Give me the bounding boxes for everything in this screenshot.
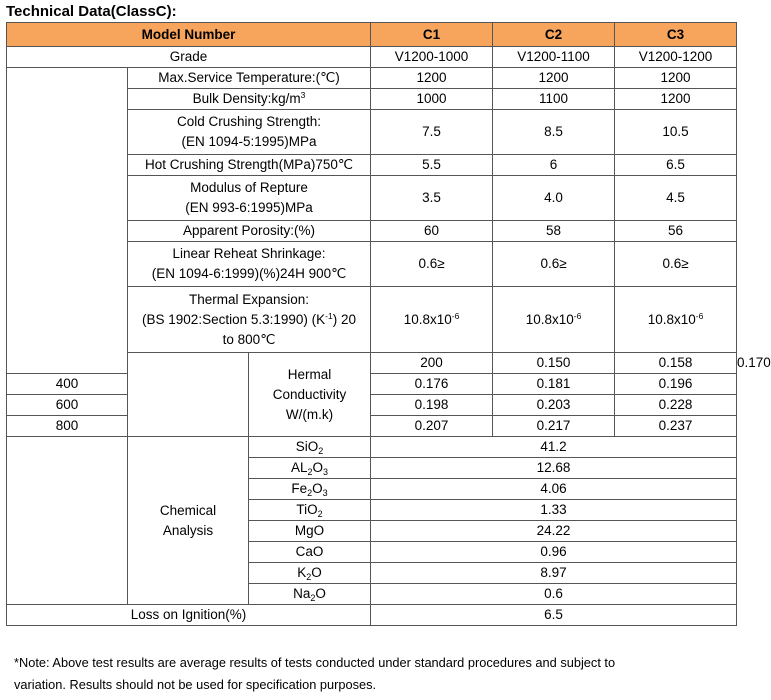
bulk-density-c2: 1100 bbox=[493, 89, 615, 110]
cold-crushing-c2: 8.5 bbox=[493, 110, 615, 155]
chemical-formula: $K_2O$ bbox=[249, 563, 371, 584]
conductivity-c3: 0.228 bbox=[615, 395, 737, 416]
footnote-line: *Note: Above test results are average results of tests conducted under standard procedures and subject to bbox=[14, 655, 616, 670]
hot-crushing-c2: 6 bbox=[493, 155, 615, 176]
header-c2: C2 bbox=[493, 23, 615, 47]
chemical-formula: $AL_2O_3$ bbox=[249, 458, 371, 479]
shrinkage-c1: 0.6≥ bbox=[371, 242, 493, 287]
technical-data-table bbox=[6, 22, 771, 626]
conductivity-temp: 800 bbox=[7, 416, 128, 437]
porosity-c3: 56 bbox=[615, 221, 737, 242]
conductivity-c1: 0.176 bbox=[371, 374, 493, 395]
conductivity-c2: 0.203 bbox=[493, 395, 615, 416]
grade-c3: V1200-1200 bbox=[615, 47, 737, 68]
chemical-formula: $Na_2O$ bbox=[249, 584, 371, 605]
hot-crushing-c3: 6.5 bbox=[615, 155, 737, 176]
hot-crushing-label: Hot Crushing Strength(MPa)750℃ bbox=[128, 155, 371, 176]
header-row bbox=[7, 23, 737, 47]
loi-label: Loss on Ignition(%) bbox=[7, 605, 371, 626]
footnote-line: variation. Results should not be used for specification purposes. bbox=[14, 677, 377, 692]
conductivity-row bbox=[7, 395, 737, 416]
header-c1: C1 bbox=[371, 23, 493, 47]
blank-left-cell bbox=[7, 437, 128, 605]
thermal-expansion-c2: $10.8x10^{-6}$ bbox=[493, 287, 615, 353]
conductivity-c3: 0.196 bbox=[615, 374, 737, 395]
cold-crushing-c3: 10.5 bbox=[615, 110, 737, 155]
conductivity-c2: 0.181 bbox=[493, 374, 615, 395]
porosity-label: Apparent Porosity:(%) bbox=[128, 221, 371, 242]
cold-crushing-c1: 7.5 bbox=[371, 110, 493, 155]
conductivity-row bbox=[7, 374, 737, 395]
cold-crushing-label: Cold Crushing Strength: (EN 1094-5:1995)MPa bbox=[128, 110, 371, 155]
conductivity-c1: 0.150 bbox=[493, 353, 615, 374]
porosity-c2: 58 bbox=[493, 221, 615, 242]
chemical-value: 8.97 bbox=[371, 563, 737, 584]
thermal-expansion-c3: $10.8x10^{-6}$ bbox=[615, 287, 737, 353]
bulk-density-c1: 1000 bbox=[371, 89, 493, 110]
grade-label: Grade bbox=[7, 47, 371, 68]
blank-left-cell bbox=[128, 353, 249, 437]
chemical-row bbox=[7, 437, 737, 458]
conductivity-temp: 400 bbox=[7, 374, 128, 395]
bulk-density-c3: 1200 bbox=[615, 89, 737, 110]
shrinkage-label: Linear Reheat Shrinkage: (EN 1094-6:1999)(%)24H 900℃ bbox=[128, 242, 371, 287]
header-model-number: Model Number bbox=[7, 23, 371, 47]
thermal-expansion-label: Thermal Expansion: (BS 1902:Section 5.3:1990) $(K^{-1})$ 20 to 800℃ bbox=[128, 287, 371, 353]
chemical-formula: SiO$_2$ bbox=[249, 437, 371, 458]
hot-crushing-c1: 5.5 bbox=[371, 155, 493, 176]
conductivity-c2: 0.217 bbox=[493, 416, 615, 437]
modulus-c3: 4.5 bbox=[615, 176, 737, 221]
chemical-value: 0.6 bbox=[371, 584, 737, 605]
conductivity-temp: 600 bbox=[7, 395, 128, 416]
conductivity-c2: 0.158 bbox=[615, 353, 737, 374]
conductivity-label: Hermal Conductivity W/(m.k) bbox=[249, 353, 371, 437]
chemical-value: 4.06 bbox=[371, 479, 737, 500]
chemical-formula: $Fe_2O_3$ bbox=[249, 479, 371, 500]
chemical-value: 1.33 bbox=[371, 500, 737, 521]
chemical-value: 0.96 bbox=[371, 542, 737, 563]
modulus-c1: 3.5 bbox=[371, 176, 493, 221]
shrinkage-c3: 0.6≥ bbox=[615, 242, 737, 287]
page-title: Technical Data(ClassC): bbox=[6, 3, 177, 20]
max-temp-c2: 1200 bbox=[493, 68, 615, 89]
loi-row bbox=[7, 605, 737, 626]
grade-row bbox=[7, 47, 737, 68]
chemical-label: Chemical Analysis bbox=[128, 437, 249, 605]
modulus-c2: 4.0 bbox=[493, 176, 615, 221]
header-c3: C3 bbox=[615, 23, 737, 47]
chemical-value: 12.68 bbox=[371, 458, 737, 479]
conductivity-c1: 0.207 bbox=[371, 416, 493, 437]
chemical-formula: CaO bbox=[249, 542, 371, 563]
chemical-value: 41.2 bbox=[371, 437, 737, 458]
max-temp-row bbox=[7, 68, 737, 89]
thermal-expansion-c1: $10.8x10^{-6}$ bbox=[371, 287, 493, 353]
porosity-c1: 60 bbox=[371, 221, 493, 242]
conductivity-temp: 200 bbox=[371, 353, 493, 374]
chemical-formula: MgO bbox=[249, 521, 371, 542]
conductivity-c1: 0.198 bbox=[371, 395, 493, 416]
conductivity-row bbox=[7, 416, 737, 437]
conductivity-c3: 0.237 bbox=[615, 416, 737, 437]
modulus-label: Modulus of Repture (EN 993-6:1995)MPa bbox=[128, 176, 371, 221]
footnote bbox=[14, 652, 720, 696]
max-temp-label: Max.Service Temperature:(℃) bbox=[128, 68, 371, 89]
grade-c2: V1200-1100 bbox=[493, 47, 615, 68]
blank-left-cell bbox=[7, 68, 128, 374]
max-temp-c3: 1200 bbox=[615, 68, 737, 89]
shrinkage-c2: 0.6≥ bbox=[493, 242, 615, 287]
conductivity-row: Hermal Conductivity W/(m.k) 200 0.150 0.158 0.170 bbox=[7, 353, 737, 374]
chemical-formula: TiO$_2$ bbox=[249, 500, 371, 521]
bulk-density-label: Bulk $Density:kg/m^3$ bbox=[128, 89, 371, 110]
grade-c1: V1200-1000 bbox=[371, 47, 493, 68]
loi-value: 6.5 bbox=[371, 605, 737, 626]
max-temp-c1: 1200 bbox=[371, 68, 493, 89]
chemical-value: 24.22 bbox=[371, 521, 737, 542]
